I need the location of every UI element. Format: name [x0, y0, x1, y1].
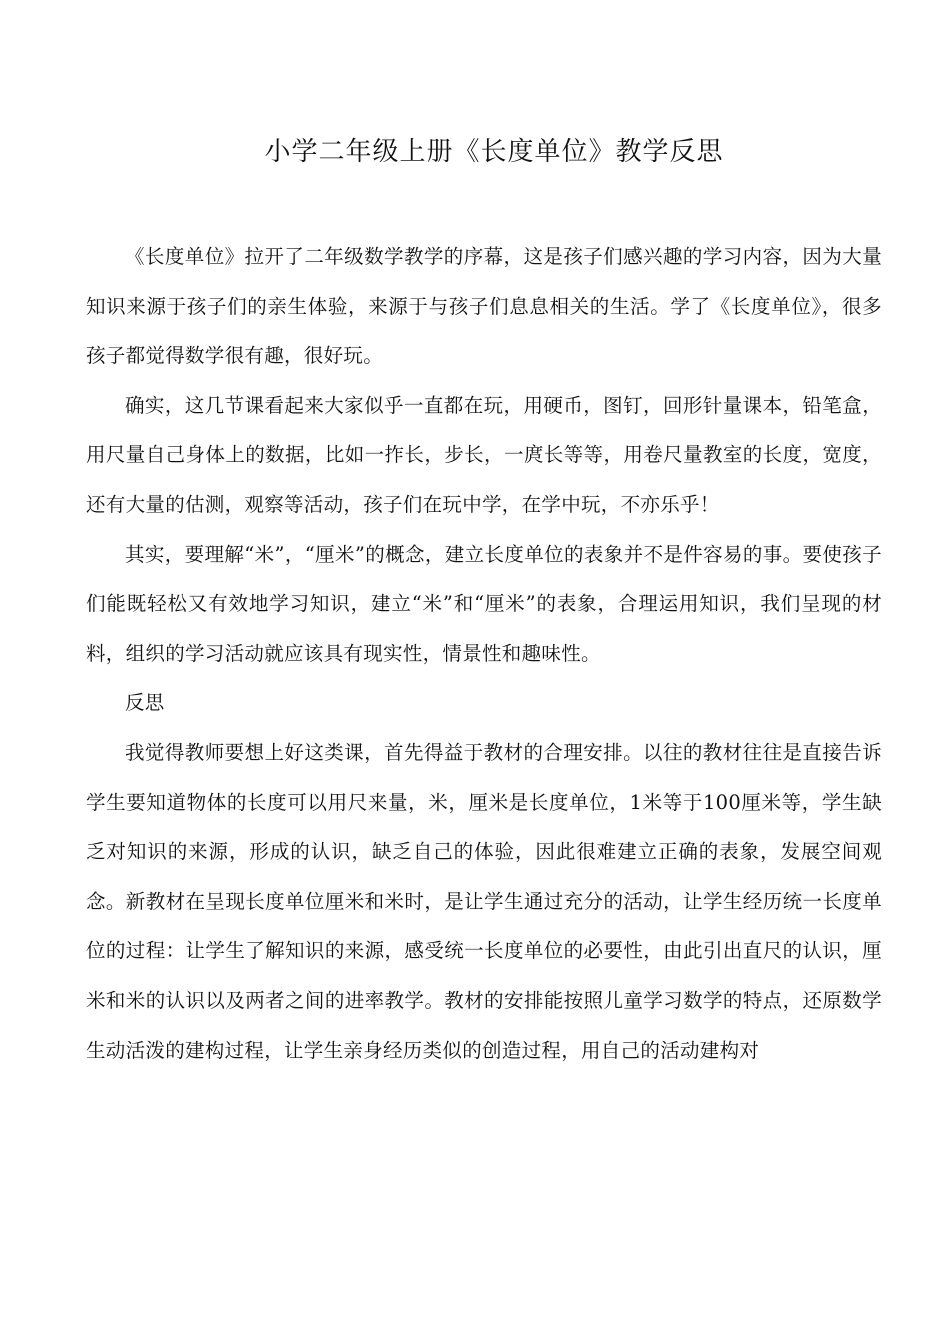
paragraph-concepts: 其实，要理解“米”，“厘米”的概念，建立长度单位的表象并不是件容易的事。要使孩子们能既轻松又有效地学习知识，建立“米”和“厘米”的表象，合理运用知识，我们呈现的材料，组织的学习活动就应该具有现实性，情景性和趣味性。 [86, 542, 882, 665]
section-heading-reflection: 反思 [125, 691, 165, 715]
paragraph-activities: 确实，这几节课看起来大家似乎一直都在玩，用硬币，图钉，回形针量课本，铅笔盒，用尺量自己身体上的数据，比如一拃长，步长，一庹长等等，用卷尺量教室的长度，宽度，还有大量的估测，观察等活动，孩子们在玩中学，在学中玩，不亦乐乎！ [86, 393, 882, 516]
document-body [86, 232, 882, 1075]
page-title: 小学二年级上册《长度单位》教学反思 [264, 137, 724, 167]
paragraph-reflection: 我觉得教师要想上好这类课，首先得益于教材的合理安排。以往的教材往往是直接告诉学生要知道物体的长度可以用尺来量，米，厘米是长度单位，1米等于100厘米等，学生缺乏对知识的来源，形成的认识，缺乏自己的体验，因此很难建立正确的表象，发展空间观念。新教材在呈现长度单位厘米和米时，是让学生通过充分的活动，让学生经历统一长度单位的过程：让学生了解知识的来源，感受统一长度单位的必要性，由此引出直尺的认识，厘米和米的认识以及两者之间的进率教学。教材的安排能按照儿童学习数学的特点，还原数学生动活泼的建构过程，让学生亲身经历类似的创造过程，用自己的活动建构对 [86, 740, 882, 1062]
paragraph-intro: 《长度单位》拉开了二年级数学教学的序幕，这是孩子们感兴趣的学习内容，因为大量知识来源于孩子们的亲生体验，来源于与孩子们息息相关的生活。学了《长度单位》，很多孩子都觉得数学很有趣，很好玩。 [86, 245, 882, 368]
